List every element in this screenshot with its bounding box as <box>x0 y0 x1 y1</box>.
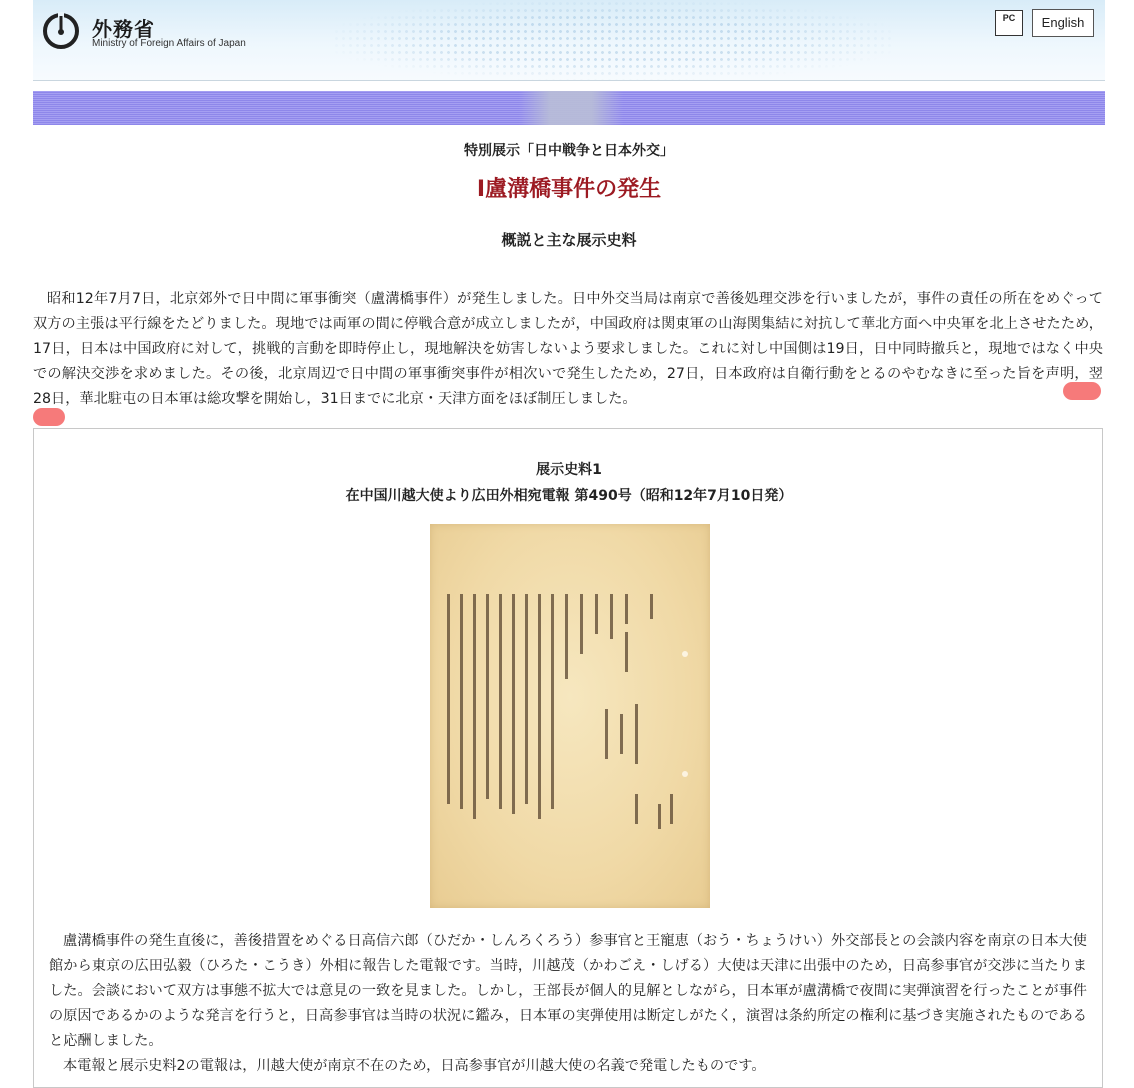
page-title: Ⅰ盧溝橋事件の発生 <box>476 177 662 202</box>
band-ornament <box>519 91 623 125</box>
site-header <box>33 0 1105 81</box>
world-map-decoration <box>333 0 893 80</box>
exhibit-box <box>33 428 1103 1088</box>
intro-paragraph: 昭和12年7月7日，北京郊外で日中間に軍事衝突（盧溝橋事件）が発生しました。日中外交当局は南京で善後処理交渉を行いましたが，事件の責任の所在をめぐって双方の主張は平行線をたどりました。現地では両軍の間に停戦合意が成立しましたが，中国政府は関東軍の山海関集結に対抗して華北方面へ中央軍を北上させたため，17日，日本は中国政府に対して，挑戦的言動を即時停止し，現地解決を妨害しないよう要求しました。これに対し中国側は19日，日中同時撤兵と，現地ではなく中央での解決交渉を求めました。その後，北京周辺で日中間の軍事衝突事件が相次いで発生したため，27日，日本政府は自衛行動をとるのやむなきに至った旨を声明，翌28日，華北駐屯の日本軍は総攻撃を開始し，31日までに北京・天津方面をほぼ制圧しました。 <box>33 291 1103 407</box>
highlight-mark <box>1063 382 1101 400</box>
description-paragraph: 盧溝橋事件の発生直後に，善後措置をめぐる日高信六郎（ひだか・しんろくろう）参事官と王寵恵（おう・ちょうけい）外交部長との会談内容を南京の日本大使館から東京の広田弘毅（ひろた・こうき）外相に報告した電報です。当時，川越茂（かわごえ・しげる）大使は天津に出張中のため，日高参事官が交渉に当たりました。会談において双方は事態不拡大では意見の一致を見ました。しかし，王部長が個人的見解としながら，日本軍が盧溝橋で夜間に実弾演習を行ったことが事件の原因であるかのような発言を行うと，日高参事官は当時の状況に鑑み，日本軍の実弾使用は断定しがたく，演習は条約所定の権利に基づき実施されたものであると応酬しました。 <box>49 933 1087 1049</box>
org-name-jp[interactable]: 外務省 <box>92 17 155 41</box>
telegram-handwriting <box>430 524 710 908</box>
pc-view-icon[interactable] <box>995 10 1023 36</box>
section-title: 概説と主な展示史料 <box>501 231 637 249</box>
org-name-en[interactable]: Ministry of Foreign Affairs of Japan <box>92 38 246 49</box>
description-paragraph: 本電報と展示史料2の電報は，川越大使が南京不在のため，日高参事官が川越大使の名義で発電したものです。 <box>63 1058 766 1074</box>
telegram-document-image[interactable] <box>430 524 710 908</box>
exhibit-title: 在中国川越大使より広田外相宛電報 第490号（昭和12年7月10日発） <box>345 488 793 504</box>
page <box>33 0 1105 1074</box>
english-button[interactable]: English <box>1032 9 1094 37</box>
mofa-emblem-icon[interactable] <box>42 12 80 50</box>
pc-icon-label: PC <box>1002 13 1016 23</box>
exhibit-label: 展示史料1 <box>536 462 602 478</box>
decorative-band <box>33 91 1105 125</box>
exhibition-subtitle: 特別展示「日中戦争と日本外交」 <box>464 143 674 159</box>
exhibit-description <box>49 929 1087 1079</box>
highlight-mark <box>33 408 65 426</box>
